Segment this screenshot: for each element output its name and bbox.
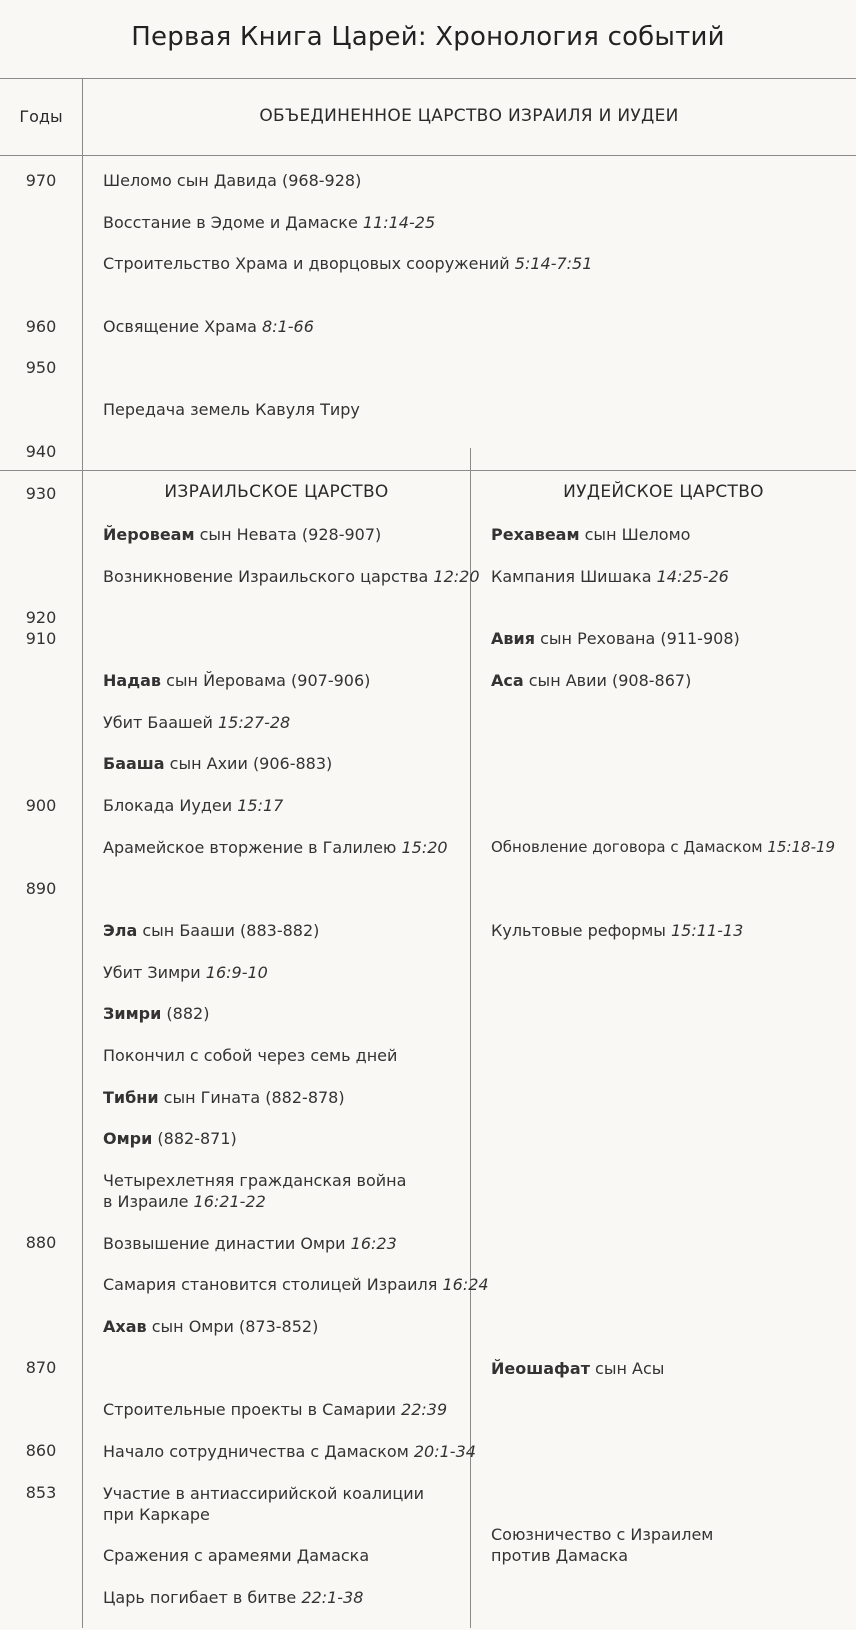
israel-event: Убит Зимри 16:9-10 [103, 963, 268, 982]
scripture-ref: 12:20 [433, 567, 480, 586]
year-label: 920 [25, 608, 57, 627]
scripture-ref: 16:21-22 [193, 1192, 266, 1211]
scripture-ref: 16:23 [350, 1234, 397, 1253]
judah-event: Союзничество с Израилем против Дамаска [491, 1525, 714, 1565]
year-label: 870 [25, 1358, 57, 1377]
king-name: Зимри [103, 1004, 162, 1023]
judah-event: Обновление договора с Дамаском 15:18-19 [491, 838, 836, 856]
scripture-ref: 5:14-7:51 [514, 254, 593, 273]
year-label: 940 [25, 442, 57, 461]
scripture-ref: 15:17 [237, 796, 284, 815]
king-name: Тибни [103, 1088, 159, 1107]
judah-kingdom-header: ИУДЕЙСКОЕ ЦАРСТВО [563, 482, 764, 502]
king-name: Йеровеам [103, 525, 195, 544]
divider-years-column [82, 78, 83, 1628]
israel-event: Арамейское вторжение в Галилею 15:20 [103, 838, 448, 857]
scripture-ref: 8:1-66 [262, 317, 314, 336]
israel-event: Эла сын Бааши (883-882) [103, 921, 320, 940]
judah-event: Рехавеам сын Шеломо [491, 525, 691, 544]
israel-event: Царь погибает в битве 22:1-38 [103, 1588, 364, 1607]
israel-event: Покончил с собой через семь дней [103, 1046, 398, 1065]
united-event: Передача земель Кавуля Тиру [103, 400, 360, 419]
israel-event: Йеровеам сын Невата (928-907) [103, 525, 382, 544]
israel-event: Строительные проекты в Самарии 22:39 [103, 1400, 448, 1419]
judah-event: Йеошафат сын Асы [491, 1359, 665, 1378]
king-name: Аса [491, 671, 524, 690]
king-name: Эла [103, 921, 138, 940]
king-name: Омри [103, 1129, 153, 1148]
united-event: Шеломо сын Давида (968-928) [103, 171, 362, 190]
israel-event: Участие в антиассирийской коалиции при Каркаре [103, 1484, 425, 1524]
israel-event: Зимри (882) [103, 1004, 210, 1023]
judah-event: Авия сын Рехована (911-908) [491, 629, 740, 648]
years-header: Годы [19, 107, 63, 126]
israel-event: Самария становится столицей Израиля 16:24 [103, 1275, 489, 1294]
united-event: Строительство Храма и дворцовых сооружений 5:14-7:51 [103, 254, 593, 273]
united-kingdom-header: ОБЪЕДИНЕННОЕ ЦАРСТВО ИЗРАИЛЯ И ИУДЕИ [259, 106, 679, 126]
israel-kingdom-header: ИЗРАИЛЬСКОЕ ЦАРСТВО [164, 482, 389, 502]
page-title: Первая Книга Царей: Хронология событий [131, 22, 725, 52]
israel-event: Надав сын Йеровама (907-906) [103, 671, 371, 690]
israel-event: Тибни сын Гината (882-878) [103, 1088, 345, 1107]
year-label: 930 [25, 484, 57, 503]
year-label: 960 [25, 317, 57, 336]
israel-event: Сражения с арамеями Дамаска [103, 1546, 370, 1565]
scripture-ref: 16:9-10 [205, 963, 268, 982]
scripture-ref: 15:20 [401, 838, 448, 857]
year-label: 890 [25, 879, 57, 898]
year-label: 950 [25, 358, 57, 377]
united-event: Освящение Храма 8:1-66 [103, 317, 314, 336]
king-name: Рехавеам [491, 525, 580, 544]
divider-header [0, 155, 856, 156]
united-event: Восстание в Эдоме и Дамаске 11:14-25 [103, 213, 436, 232]
year-label: 880 [25, 1233, 57, 1252]
scripture-ref: 15:11-13 [671, 921, 744, 940]
israel-event: Возникновение Израильского царства 12:20 [103, 567, 480, 586]
king-name: Авия [491, 629, 535, 648]
judah-event: Кампания Шишака 14:25-26 [491, 567, 729, 586]
scripture-ref: 20:1-34 [413, 1442, 476, 1461]
judah-event: Аса сын Авии (908-867) [491, 671, 692, 690]
scripture-ref: 15:18-19 [767, 838, 836, 856]
scripture-ref: 22:1-38 [301, 1588, 364, 1607]
king-name: Йеошафат [491, 1359, 590, 1378]
year-label: 910 [25, 629, 57, 648]
israel-event: Омри (882-871) [103, 1129, 237, 1148]
king-name: Бааша [103, 754, 165, 773]
king-name: Ахав [103, 1317, 147, 1336]
year-label: 900 [25, 796, 57, 815]
israel-event: Бааша сын Ахии (906-883) [103, 754, 333, 773]
israel-event: Блокада Иудеи 15:17 [103, 796, 284, 815]
year-label: 970 [25, 171, 57, 190]
year-label: 853 [25, 1483, 57, 1502]
judah-event: Культовые реформы 15:11-13 [491, 921, 744, 940]
divider-split [0, 470, 856, 471]
scripture-ref: 16:24 [442, 1275, 489, 1294]
divider-top [0, 78, 856, 79]
israel-event: Возвышение династии Омри 16:23 [103, 1234, 397, 1253]
king-name: Надав [103, 671, 162, 690]
israel-event: Убит Баашей 15:27-28 [103, 713, 291, 732]
scripture-ref: 15:27-28 [217, 713, 291, 732]
israel-event: Ахав сын Омри (873-852) [103, 1317, 319, 1336]
israel-event: Четырехлетняя гражданская война в Израиле 16:21-22 [103, 1171, 407, 1211]
israel-event: Начало сотрудничества с Дамаском 20:1-34 [103, 1442, 476, 1461]
scripture-ref: 14:25-26 [656, 567, 729, 586]
scripture-ref: 11:14-25 [362, 213, 436, 232]
year-label: 860 [25, 1441, 57, 1460]
scripture-ref: 22:39 [401, 1400, 448, 1419]
